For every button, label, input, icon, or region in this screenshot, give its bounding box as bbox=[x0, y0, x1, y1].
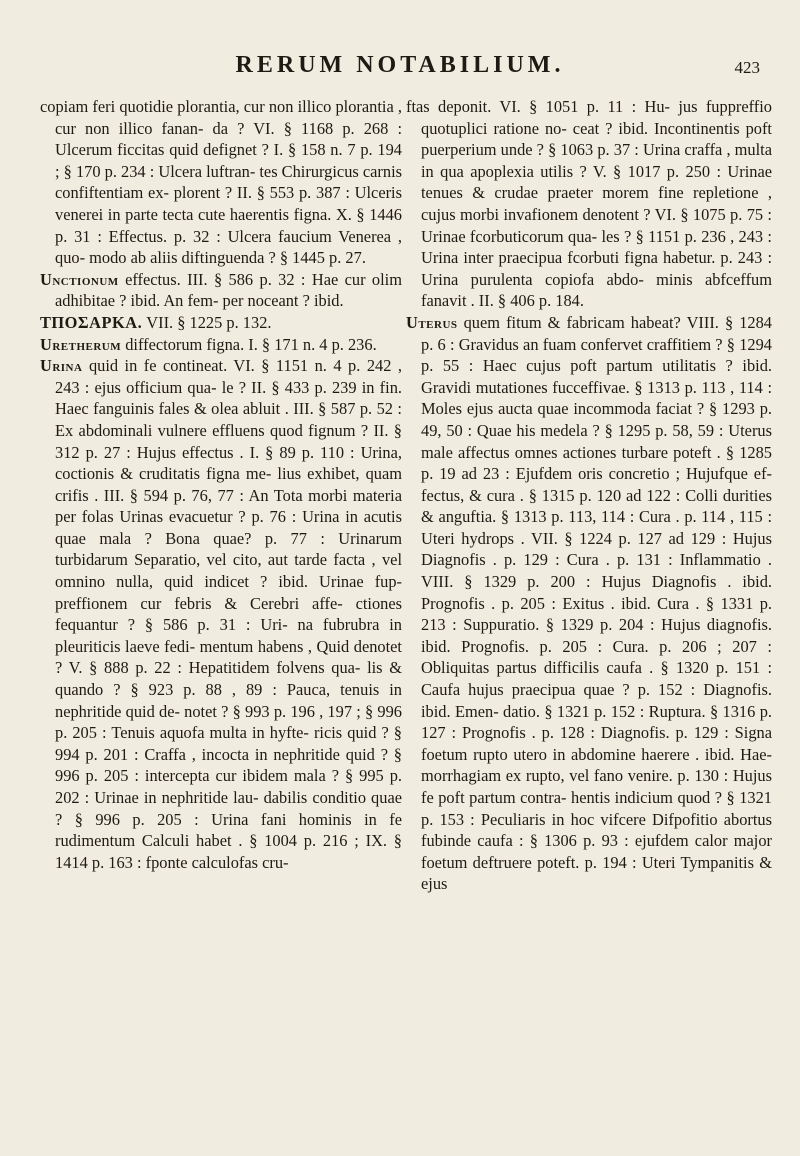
entry-text: VII. § 1225 p. 132. bbox=[146, 312, 272, 332]
index-entry bbox=[406, 312, 772, 895]
entry-head: Unctionum bbox=[40, 269, 119, 289]
running-title: RERUM NOTABILIUM. bbox=[235, 52, 565, 78]
entry-text: quem fitum & fabricam habeat? VIII. § 1284 p. 6 : Gravidus an fuam confervet craffitiem ? § 1294 p. 55 : Haec cujus poft partum utilitatis ? ibid. Gravidi mutationes fucceffivae. § 1313 p. 113 , 114 : Moles ejus aucta quae incommoda faciat ? § 1293 p. 49, 50 : Quae his medela ? § 1295 p. 58, 59 : Uterus male affectus omnes actiones turbare poteft . § 1285 p. 19 ad 23 : Ejufdem oris concretio ; Hujufque ef- fectus, & cura . § 1315 p. 120 ad 122 : Colli durities & anguftia. § 1313 p. 113, 114 : Cura . p. 114 , 115 : Uteri hydrops . VII. § 1224 p. 127 ad 129 : Hujus Diagnofis . p. 129 : Cura . p. 131 : Inflammatio . VIII. § 1329 p. 200 : Hujus Diagnofis . ibid. Prognofis . p. 205 : Exitus . ibid. Cura . § 1331 p. 213 : Suppuratio. § 1329 p. 204 : Hujus diagnofis. ibid. Prognofis. p. 205 : Cura. p. 206 ; 207 : Obliquitas partus difficilis caufa . § 1320 p. 151 : Caufa hujus praecipua quae ? p. 152 : Diagnofis. ibid. Emen- datio. § 1321 p. 152 : Ruptura. § 1316 p. 127 : Prognofis . p. 128 : Diagnofis. p. 129 : Signa foetum rupto utero in abdomine haerere . ibid. Hae- morrhagiam ex rupto, vel fano venire. p. 130 : Hujus fe poft partum contra- hentis indicium quod ? § 1321 p. 153 : Peculiaris in hoc vifcere Difpofitio abortus fubinde caufa : § 1306 p. 93 : ejufdem calor major foetum deftruere poteft. p. 194 : Uteri Tympanitis & ejus bbox=[421, 312, 772, 894]
entry-text: diffectorum figna. I. § 171 n. 4 p. 236. bbox=[125, 334, 377, 354]
page-number: 423 bbox=[734, 58, 760, 77]
entry-head: Uretherum bbox=[40, 334, 122, 354]
entry-text: copiam feri quotidie plorantia, cur non illico plorantia , cur non illico fanan- da ? VI. § 1168 p. 268 : Ulcerum ficcitas quid defignet ? I. § 158 n. 7 p. 194 ; § 170 p. 234 : Ulcera luftran- tes Chirurgicus carnis confiftentiam ex- plorent ? II. § 553 p. 387 : Ulceris venerei in parte tecta cute haerentis figna. X. § 1446 p. 31 : Effectus. p. 32 : Ulcera faucium Venerea , quo- modo ab aliis diftinguenda ? § 1445 p. 27. bbox=[40, 97, 403, 268]
index-entry bbox=[40, 312, 402, 334]
entry-head: ΤΠΟΣΑΡΚΑ. bbox=[40, 312, 143, 332]
entry-head: Urina bbox=[40, 356, 83, 376]
entry-text: ftas deponit. VI. § 1051 p. 11 : Hu- jus fuppreffio quotuplici ratione no- ceat ? ibid. Incontinentis poft puerperium unde ? § 1063 p. 37 : Urina craffa , multa in qua apoplexia utilis ? V. § 1017 p. 250 : Urinae tenues & crudae praeter morem fine repletione , cujus morbi invafionem denotent ? VI. § 1075 p. 75 : Urinae fcorbuticorum qua- les ? § 1151 p. 236 , 243 : Urina inter praecipua fcorbuti figna habetur. p. 243 : Urina purulenta copiofa abdo- minis abfceffum fanavit . II. § 406 p. 184. bbox=[406, 97, 772, 311]
index-entry bbox=[40, 269, 402, 312]
index-entry bbox=[406, 96, 772, 312]
right-column bbox=[406, 96, 772, 895]
entry-text: quid in fe contineat. VI. § 1151 n. 4 p. 242 , 243 : ejus officium qua- le ? II. § 433 p. 239 in fin. Haec fanguinis fales & olea abluit . III. § 587 p. 52 : Ex abdominali vulnere effluens quod fignum ? II. § 312 p. 27 : Hujus effectus . I. § 89 p. 110 : Urina, coctionis & cruditatis figna me- lius exhibet, quam crifis . III. § 594 p. 76, 77 : An Tota morbi materia per folas Urinas evacuetur ? p. 76 : Urina in acutis quae mala ? Bona quae? p. 77 : Urinarum turbidarum Separatio, vel cito, aut tarde facta , vel omnino nulla, quid indicet ? ibid. Urinae fup- preffionem cur febris & Cerebri affe- ctiones fequantur ? § 586 p. 31 : Uri- na fubrubra in pleuriticis laeve fedi- mentum habens , Quid denotet ? V. § 888 p. 22 : Hepatitidem folvens qua- lis & quando ? § 923 p. 88 , 89 : Pauca, tenuis in nephritide quid de- notet ? § 993 p. 196 , 197 ; § 996 p. 205 : Tenuis aquofa multa in hyfte- ricis quid ? § 994 p. 201 : Craffa , incocta in nephritide quid ? § 996 p. 205 : intercepta cur ibidem mala ? § 995 p. 202 : Urinae in nephritide lau- dabilis conditio quae ? § 996 p. 205 : Urina fani hominis in fe rudimentum Calculi habet . § 1004 p. 216 ; IX. § 1414 p. 163 : fponte calculofas cru- bbox=[55, 356, 402, 872]
entry-head: Uterus bbox=[406, 312, 458, 332]
left-column bbox=[40, 96, 402, 873]
index-entry bbox=[40, 355, 402, 873]
entry-text: effectus. III. § 586 p. 32 : Hae cur olim adhibitae ? ibid. An fem- per noceant ? ibid. bbox=[55, 269, 402, 311]
page-header bbox=[0, 52, 800, 92]
index-entry bbox=[40, 334, 402, 356]
index-entry bbox=[40, 96, 402, 269]
